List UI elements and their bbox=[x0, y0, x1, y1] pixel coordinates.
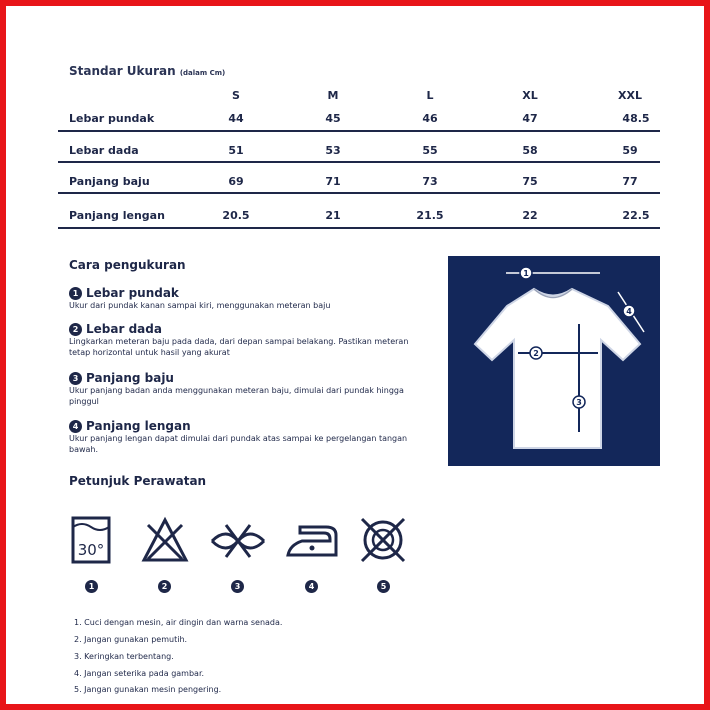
table-cell: 46 bbox=[422, 112, 438, 125]
number-badge: 4 bbox=[69, 420, 82, 433]
no-tumble-dry-icon bbox=[358, 515, 408, 569]
table-cell: 59 bbox=[622, 144, 638, 157]
table-cell: 22 bbox=[522, 209, 538, 222]
table-cell: 20.5 bbox=[222, 209, 250, 222]
care-number-badge: 5 bbox=[377, 580, 390, 593]
table-cell: 44 bbox=[228, 112, 244, 125]
svg-text:3: 3 bbox=[576, 398, 582, 407]
row-label-lebar-pundak: Lebar pundak bbox=[69, 112, 155, 125]
measure-item-4 bbox=[69, 419, 429, 455]
iron-icon bbox=[282, 515, 342, 569]
care-instruction: 5. Jangan gunakan mesin pengering. bbox=[74, 685, 222, 694]
care-instruction: 2. Jangan gunakan pemutih. bbox=[74, 635, 188, 644]
measure-item-3 bbox=[69, 371, 429, 407]
tshirt-icon bbox=[448, 256, 660, 466]
no-bleach-icon bbox=[140, 515, 190, 569]
unit-note: (dalam Cm) bbox=[179, 69, 226, 77]
row-divider bbox=[58, 227, 660, 229]
size-table-title-text: Standar Ukuran bbox=[69, 64, 176, 78]
table-cell: 55 bbox=[422, 144, 438, 157]
row-divider bbox=[58, 130, 660, 132]
svg-text:4: 4 bbox=[626, 307, 632, 316]
measure-title: Panjang lengan bbox=[86, 419, 191, 433]
number-badge: 3 bbox=[69, 372, 82, 385]
measure-title: Lebar pundak bbox=[86, 286, 179, 300]
table-cell: 53 bbox=[325, 144, 341, 157]
col-header-s: S bbox=[232, 89, 240, 102]
marker-2 bbox=[530, 347, 542, 359]
table-cell: 47 bbox=[522, 112, 538, 125]
measure-item-2 bbox=[69, 322, 429, 358]
table-cell: 73 bbox=[422, 175, 438, 188]
number-badge: 1 bbox=[69, 287, 82, 300]
measure-item-1 bbox=[69, 286, 429, 311]
measuring-heading: Cara pengukuran bbox=[69, 258, 186, 272]
table-cell: 45 bbox=[325, 112, 341, 125]
svg-text:1: 1 bbox=[523, 269, 529, 278]
measure-title: Lebar dada bbox=[86, 322, 162, 336]
care-number-badge: 3 bbox=[231, 580, 244, 593]
table-cell: 51 bbox=[228, 144, 244, 157]
measure-desc: Ukur panjang lengan dapat dimulai dari pundak atas sampai ke pergelangan tangan bawah. bbox=[69, 434, 408, 454]
col-header-xl: XL bbox=[522, 89, 538, 102]
col-header-m: M bbox=[327, 89, 339, 102]
marker-3 bbox=[573, 396, 585, 408]
svg-text:30°: 30° bbox=[77, 541, 105, 559]
tshirt-diagram bbox=[448, 256, 660, 466]
table-cell: 21 bbox=[325, 209, 341, 222]
care-instruction: 1. Cuci dengan mesin, air dingin dan warna senada. bbox=[74, 618, 283, 627]
row-divider bbox=[58, 161, 660, 163]
measure-title: Panjang baju bbox=[86, 371, 174, 385]
table-cell: 77 bbox=[622, 175, 638, 188]
table-cell: 69 bbox=[228, 175, 244, 188]
table-cell: 71 bbox=[325, 175, 341, 188]
row-label-lebar-dada: Lebar dada bbox=[69, 144, 139, 157]
col-header-xxl: XXL bbox=[618, 89, 642, 102]
row-divider bbox=[58, 192, 660, 194]
svg-text:2: 2 bbox=[533, 349, 539, 358]
size-table-title bbox=[69, 64, 225, 78]
care-instruction: 3. Keringkan terbentang. bbox=[74, 652, 174, 661]
table-cell: 21.5 bbox=[416, 209, 444, 222]
wash-30-icon bbox=[70, 515, 112, 569]
measure-desc: Ukur panjang badan anda menggunakan meteran baju, dimulai dari pundak hingga pinggul bbox=[69, 386, 404, 406]
table-cell: 22.5 bbox=[622, 209, 650, 222]
care-number-badge: 4 bbox=[305, 580, 318, 593]
marker-4 bbox=[623, 305, 635, 317]
row-label-panjang-lengan: Panjang lengan bbox=[69, 209, 165, 222]
care-instruction: 4. Jangan seterika pada gambar. bbox=[74, 669, 205, 678]
table-cell: 58 bbox=[522, 144, 538, 157]
row-label-panjang-baju: Panjang baju bbox=[69, 175, 150, 188]
marker-1 bbox=[520, 267, 532, 279]
measure-desc: Ukur dari pundak kanan sampai kiri, menggunakan meteran baju bbox=[69, 301, 331, 310]
number-badge: 2 bbox=[69, 323, 82, 336]
measure-desc: Lingkarkan meteran baju pada dada, dari depan sampai belakang. Pastikan meteran tetap horizontal untuk hasil yang akurat bbox=[69, 337, 409, 357]
care-number-badge: 1 bbox=[85, 580, 98, 593]
care-number-badge: 2 bbox=[158, 580, 171, 593]
col-header-l: L bbox=[426, 89, 434, 102]
dry-flat-icon bbox=[208, 515, 268, 569]
table-cell: 48.5 bbox=[622, 112, 650, 125]
table-cell: 75 bbox=[522, 175, 538, 188]
care-heading: Petunjuk Perawatan bbox=[69, 474, 207, 488]
